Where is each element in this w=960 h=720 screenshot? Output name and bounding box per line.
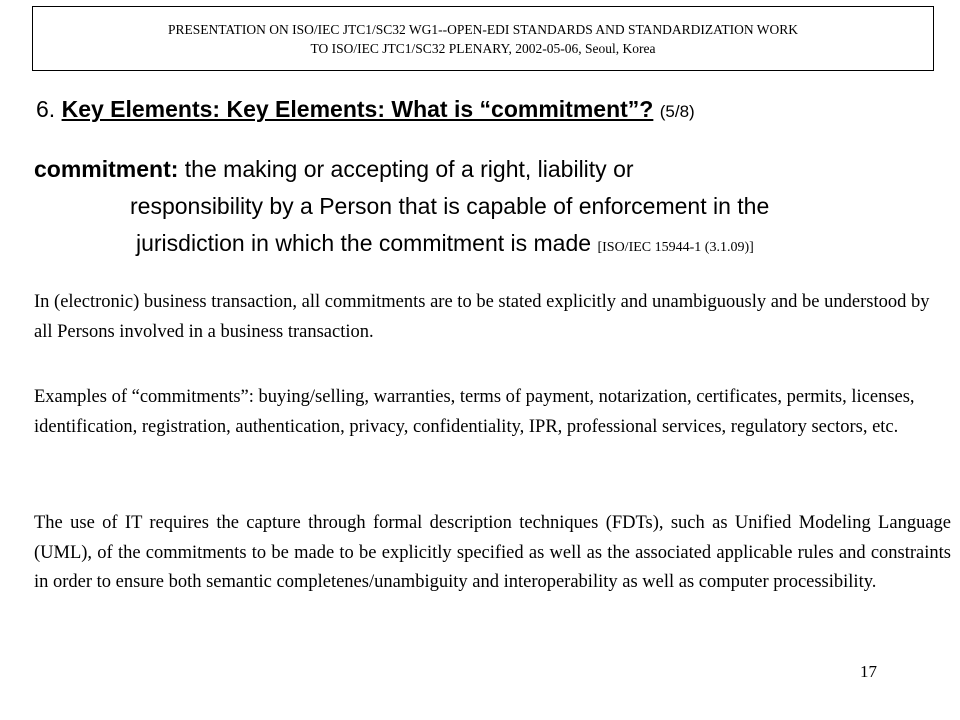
definition-block xyxy=(34,151,954,266)
paragraph-examples: Examples of “commitments”: buying/selling, warranties, terms of payment, notarization, certificates, permits, licenses, identification, registration, authentication, privacy, confidentiality, IPR, professional services, regulatory sectors, etc. xyxy=(34,387,915,437)
definition-line-3 xyxy=(34,225,954,266)
header-line-1: PRESENTATION ON ISO/IEC JTC1/SC32 WG1--OPEN-EDI STANDARDS AND STANDARDIZATION WORK xyxy=(167,21,798,37)
title-page-fraction: (5/8) xyxy=(659,102,695,121)
slide-title xyxy=(36,96,695,123)
definition-term: commitment: xyxy=(34,156,179,182)
definition-line-2: responsibility by a Person that is capable of enforcement in the xyxy=(130,193,770,219)
paragraph-it-fdt: The use of IT requires the capture through formal description techniques (FDTs), such as Unified Modeling Language (UML), of the commitments to be made to be explicitly specified as well as the associated applicable rules and constraints in order to ensure both semantic completenes/unambiguity and interoperability as well as computer processibility. xyxy=(34,513,951,592)
definition-text-3: jurisdiction in which the commitment is made xyxy=(136,230,592,256)
title-number: 6. xyxy=(36,96,56,122)
definition-reference: [ISO/IEC 15944-1 (3.1.09)] xyxy=(597,240,754,255)
title-heading: Key Elements: Key Elements: What is “commitment”? xyxy=(61,96,654,122)
slide-number: 17 xyxy=(860,662,877,681)
paragraph-explicit-commitments: In (electronic) business transaction, all commitments are to be stated explicitly and unambiguously and be understood by all Persons involved in a business transaction. xyxy=(34,292,930,342)
definition-text-1: the making or accepting of a right, liability or xyxy=(184,156,634,182)
definition-line-1 xyxy=(34,151,954,188)
header-line-2: TO ISO/IEC JTC1/SC32 PLENARY, 2002-05-06, Seoul, Korea xyxy=(310,40,656,56)
header-box xyxy=(32,6,934,71)
